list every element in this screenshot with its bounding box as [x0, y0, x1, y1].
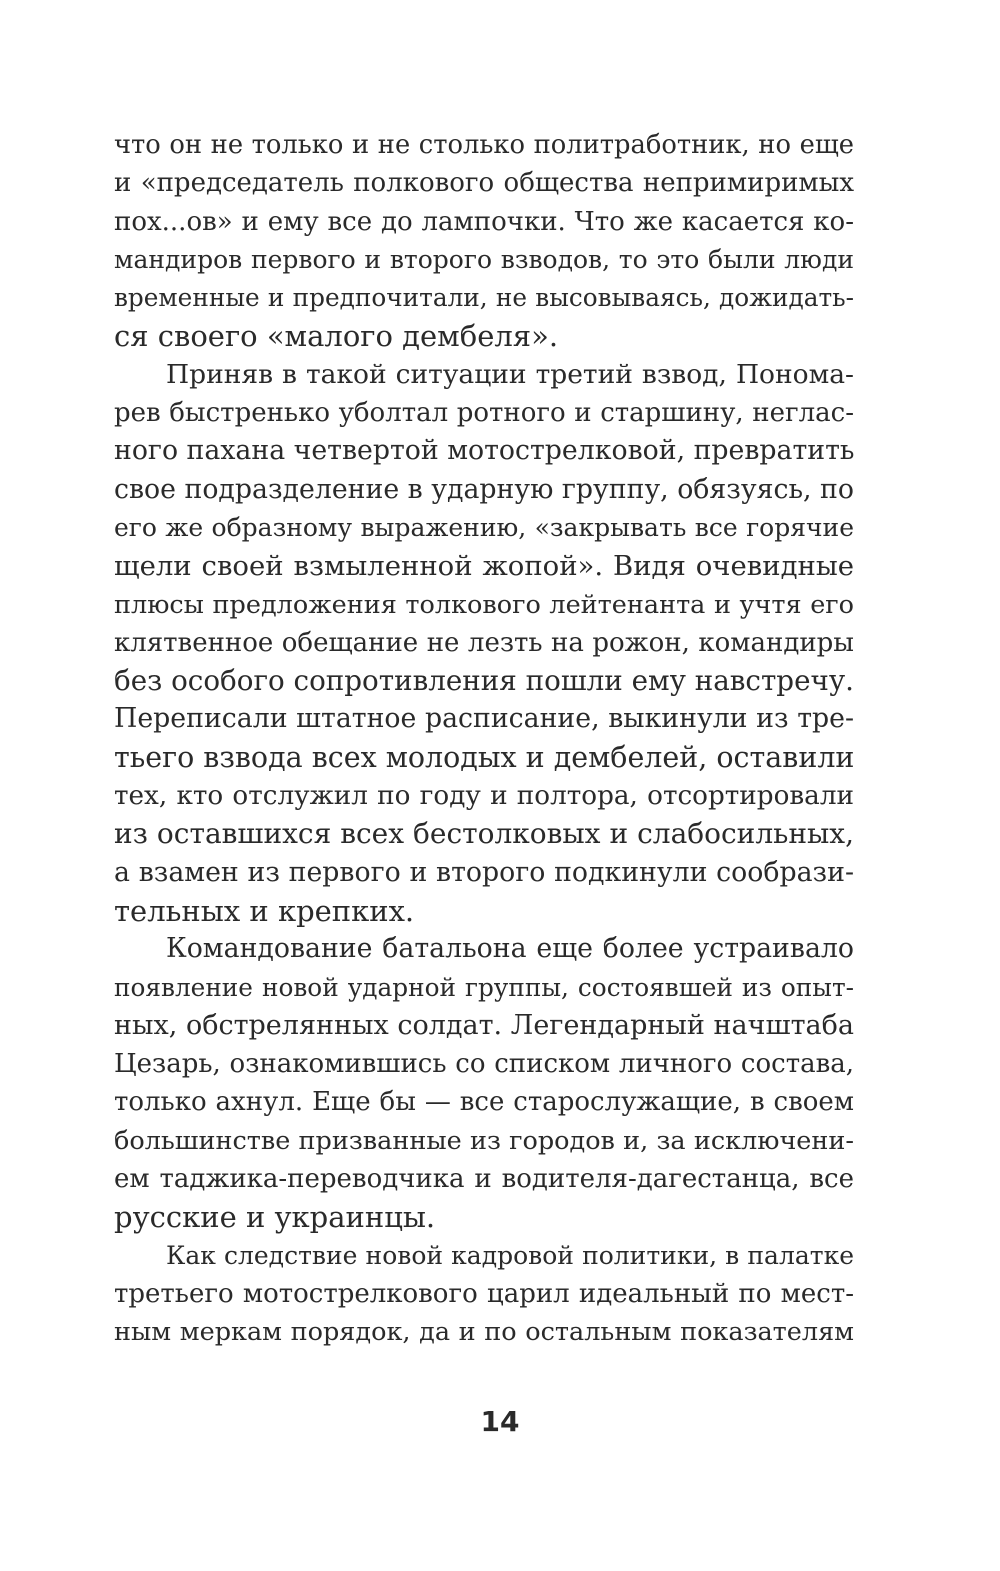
- text-line: появление новой ударной группы, состоявшей из опыт-: [114, 972, 854, 1002]
- text-line: Как следствие новой кадровой политики, в палатке: [166, 1240, 854, 1270]
- paragraph: [114, 356, 854, 930]
- text-line: временные и предпочитали, не высовываясь, дожидать-: [114, 283, 854, 313]
- text-line: ных, обстрелянных солдат. Легендарный начштаба: [114, 1009, 854, 1041]
- text-line: ся своего «малого дембеля».: [114, 319, 559, 354]
- text-line: только ахнул. Еще бы — все старослужащие, в своем: [114, 1087, 854, 1118]
- text-line: а взамен из первого и второго подкинули сообрази-: [114, 856, 854, 888]
- text-line: из оставшихся всех бестолковых и слабосильных,: [114, 817, 854, 851]
- text-line: рев быстренько уболтал ротного и старшину, неглас-: [114, 398, 854, 429]
- text-line: клятвенное обещание не лезть на рожон, командиры: [114, 627, 854, 658]
- body-text: [114, 126, 854, 1352]
- text-line: большинстве призванные из городов и, за исключени-: [114, 1125, 854, 1156]
- text-line: что он не только и не столько политработник, но еще: [114, 130, 854, 160]
- text-line: и «председатель полкового общества непримиримых: [114, 168, 854, 199]
- text-line: щели своей взмыленной жопой». Видя очевидные: [114, 550, 854, 583]
- paragraph: [114, 1237, 854, 1352]
- text-line: тьего взвода всех молодых и дембелей, оставили: [114, 740, 854, 774]
- text-line: пох...ов» и ему все до лампочки. Что же касается ко-: [114, 206, 854, 237]
- text-line: ного пахана четвертой мотострелковой, превратить: [114, 435, 854, 467]
- text-line: Цезарь, ознакомившись со списком личного состава,: [114, 1049, 854, 1080]
- text-line: третьего мотострелкового царил идеальный по мест-: [114, 1278, 854, 1309]
- text-line: русские и украинцы.: [114, 1200, 436, 1235]
- paragraph: [114, 930, 854, 1236]
- text-line: свое подразделение в ударную группу, обязуясь, по: [114, 473, 854, 505]
- page-number: 14: [480, 1405, 520, 1438]
- text-line: тех, кто отслужил по году и полтора, отсортировали: [114, 781, 854, 812]
- text-line: тельных и крепких.: [114, 893, 415, 928]
- text-line: Переписали штатное расписание, выкинули из тре-: [114, 703, 854, 735]
- text-line: мандиров первого и второго взводов, то это были люди: [114, 244, 854, 274]
- text-line: его же образному выражению, «закрывать все горячие: [114, 512, 854, 542]
- text-line: ным меркам порядок, да и по остальным показателям: [114, 1317, 854, 1348]
- text-line: ем таджика-переводчика и водителя-дагестанца, все: [114, 1164, 854, 1195]
- text-line: без особого сопротивления пошли ему навстречу.: [114, 664, 854, 698]
- paragraph: [114, 126, 854, 356]
- text-line: Командование батальона еще более устраивало: [166, 933, 854, 965]
- text-line: Приняв в такой ситуации третий взвод, Понома-: [166, 358, 854, 390]
- text-line: плюсы предложения толкового лейтенанта и учтя его: [114, 589, 854, 620]
